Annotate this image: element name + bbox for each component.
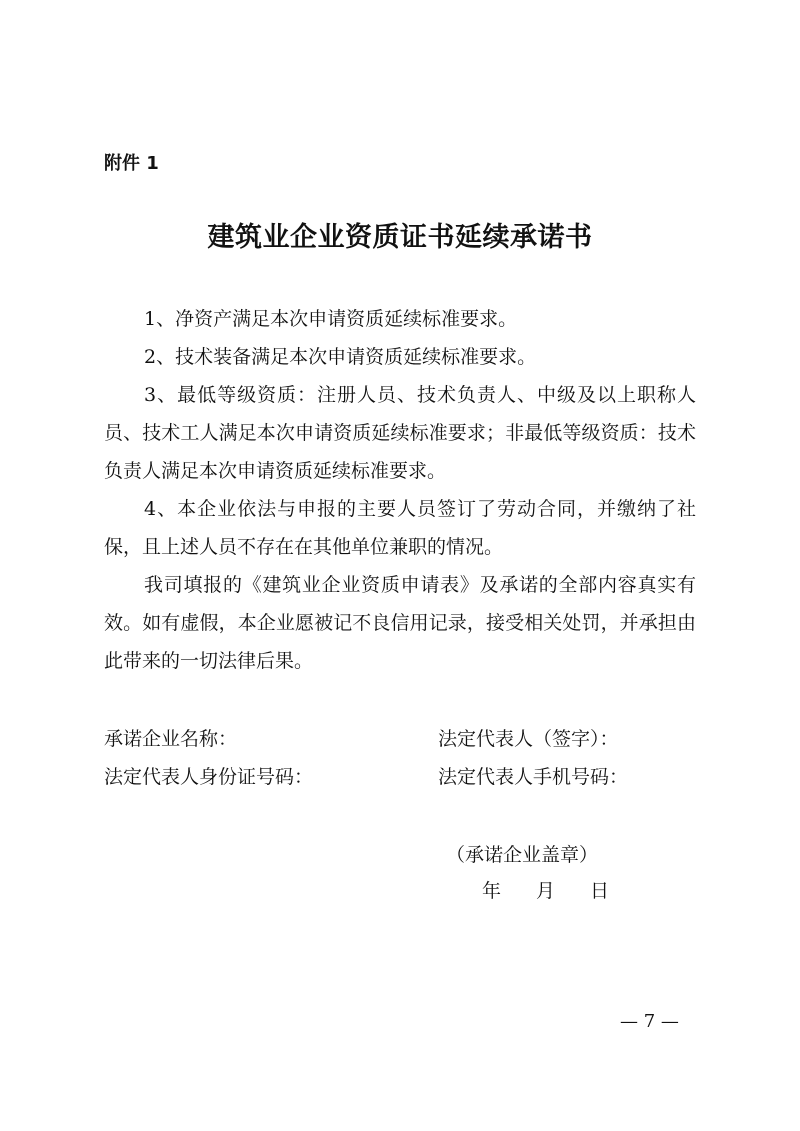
legal-rep-signature-label: 法定代表人（签字）： <box>438 728 619 750</box>
commitment-item-4: 4、本企业依法与申报的主要人员签订了劳动合同，并缴纳了社保，且上述人员不存在在其他单位兼职的情况。 <box>104 498 696 558</box>
signature-row-1 <box>104 722 696 756</box>
company-name-label: 承诺企业名称： <box>104 728 238 750</box>
commitment-item-3: 3、最低等级资质：注册人员、技术负责人、中级及以上职称人员、技术工人满足本次申请资质延续标准要求；非最低等级资质：技术负责人满足本次申请资质延续标准要求。 <box>104 384 696 482</box>
commitment-body <box>104 300 696 680</box>
date-line <box>0 874 800 908</box>
legal-rep-id-label: 法定代表人身份证号码： <box>104 766 314 788</box>
signature-row-2 <box>104 760 696 794</box>
commitment-item-2: 2、技术装备满足本次申请资质延续标准要求。 <box>144 346 537 368</box>
date-year: 年 <box>482 880 502 902</box>
attachment-label: 附件 1 <box>104 153 159 174</box>
commitment-item-1: 1、净资产满足本次申请资质延续标准要求。 <box>144 308 518 330</box>
commitment-declaration: 我司填报的《建筑业企业资质申请表》及承诺的全部内容真实有效。如有虚假，本企业愿被记不良信用记录，接受相关处罚，并承担由此带来的一切法律后果。 <box>104 574 696 672</box>
page-number: — 7 — <box>620 1011 679 1032</box>
date-month: 月 <box>536 880 556 902</box>
date-day: 日 <box>590 880 610 902</box>
legal-rep-phone-label: 法定代表人手机号码： <box>438 766 629 788</box>
company-seal-note: （承诺企业盖章） <box>446 844 599 866</box>
document-title: 建筑业企业资质证书延续承诺书 <box>207 222 593 253</box>
